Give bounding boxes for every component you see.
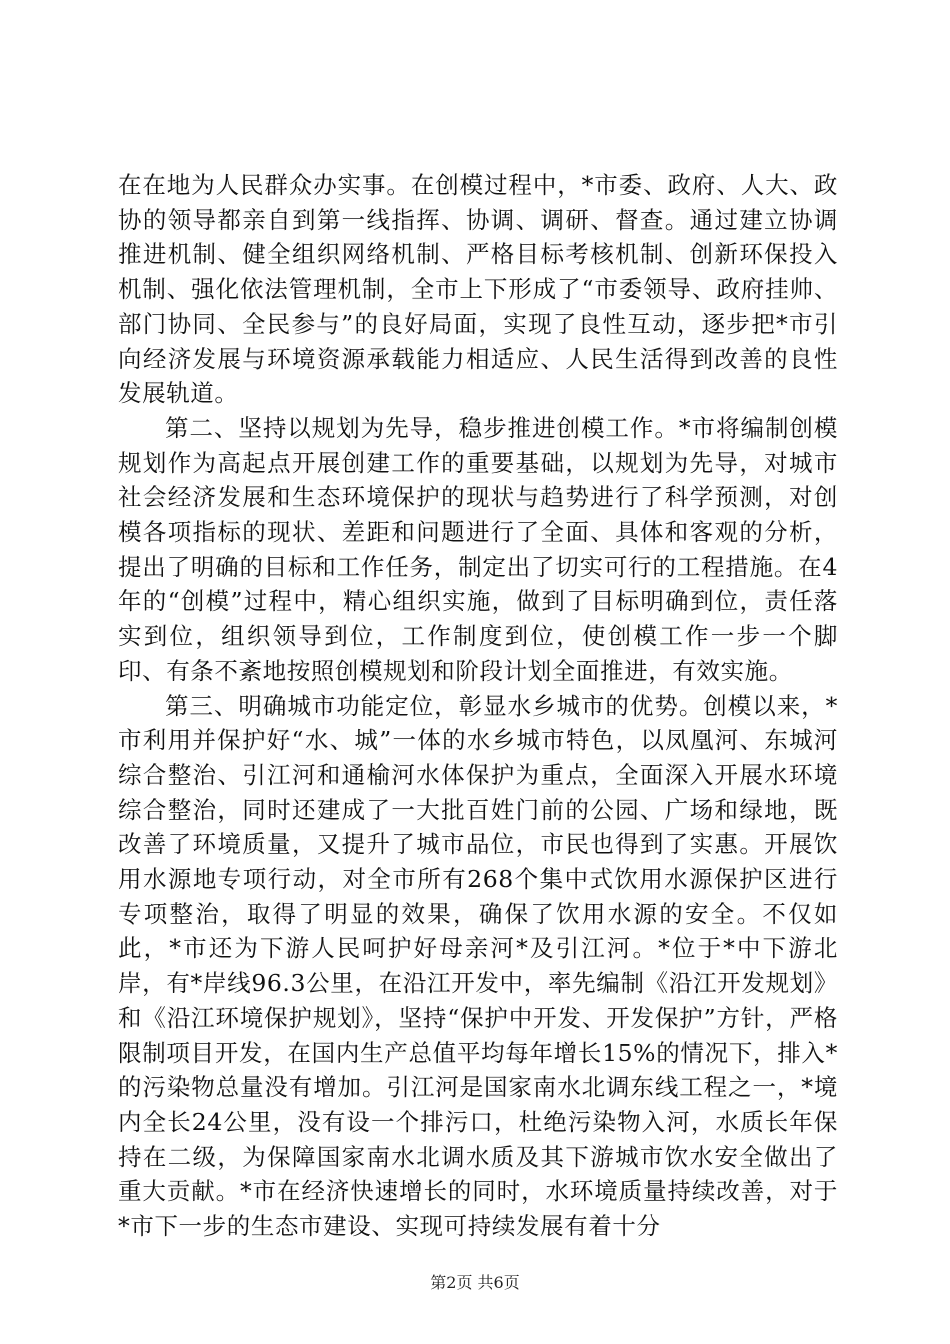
page-number: 第2页 共6页 [430,1273,520,1292]
page-footer [0,1270,950,1293]
document-body [118,168,838,1244]
paragraph-2: 第二、坚持以规划为先导，稳步推进创模工作。*市将编制创模规划作为高起点开展创建工作的重要基础，以规划为先导，对城市社会经济发展和生态环境保护的现状与趋势进行了科学预测，对创模各项指标的现状、差距和问题进行了全面、具体和客观的分析，提出了明确的目标和工作任务，制定出了切实可行的工程措施。在4年的“创模”过程中，精心组织实施，做到了目标明确到位，责任落实到位，组织领导到位，工作制度到位，使创模工作一步一个脚印、有条不紊地按照创模规划和阶段计划全面推进，有效实施。 [118,413,838,685]
paragraph-1: 在在地为人民群众办实事。在创模过程中，*市委、政府、人大、政协的领导都亲自到第一线指挥、协调、调研、督查。通过建立协调推进机制、健全组织网络机制、严格目标考核机制、创新环保投入机制、强化依法管理机制，全市上下形成了“市委领导、政府挂帅、部门协同、全民参与”的良好局面，实现了良性互动，逐步把*市引向经济发展与环境资源承载能力相适应、人民生活得到改善的良性发展轨道。 [118,171,838,408]
paragraph-3: 第三、明确城市功能定位，彰显水乡城市的优势。创模以来，*市利用并保护好“水、城”一体的水乡城市特色，以凤凰河、东城河综合整治、引江河和通榆河水体保护为重点，全面深入开展水环境综合整治，同时还建成了一大批百姓门前的公园、广场和绿地，既改善了环境质量，又提升了城市品位，市民也得到了实惠。开展饮用水源地专项行动，对全市所有268个集中式饮用水源保护区进行专项整治，取得了明显的效果，确保了饮用水源的安全。不仅如此，*市还为下游人民呵护好母亲河*及引江河。*位于*中下游北岸，有*岸线96.3公里，在沿江开发中，率先编制《沿江开发规划》和《沿江环境保护规划》，坚持“保护中开发、开发保护”方针，严格限制项目开发，在国内生产总值平均每年增长15%的情况下，排入*的污染物总量没有增加。引江河是国家南水北调东线工程之一，*境内全长24公里，没有设一个排污口，杜绝污染物入河，水质长年保持在二级，为保障国家南水北调水质及其下游城市饮水安全做出了重大贡献。*市在经济快速增长的同时，水环境质量持续改善，对于*市下一步的生态市建设、实现可持续发展有着十分 [118,691,838,1241]
